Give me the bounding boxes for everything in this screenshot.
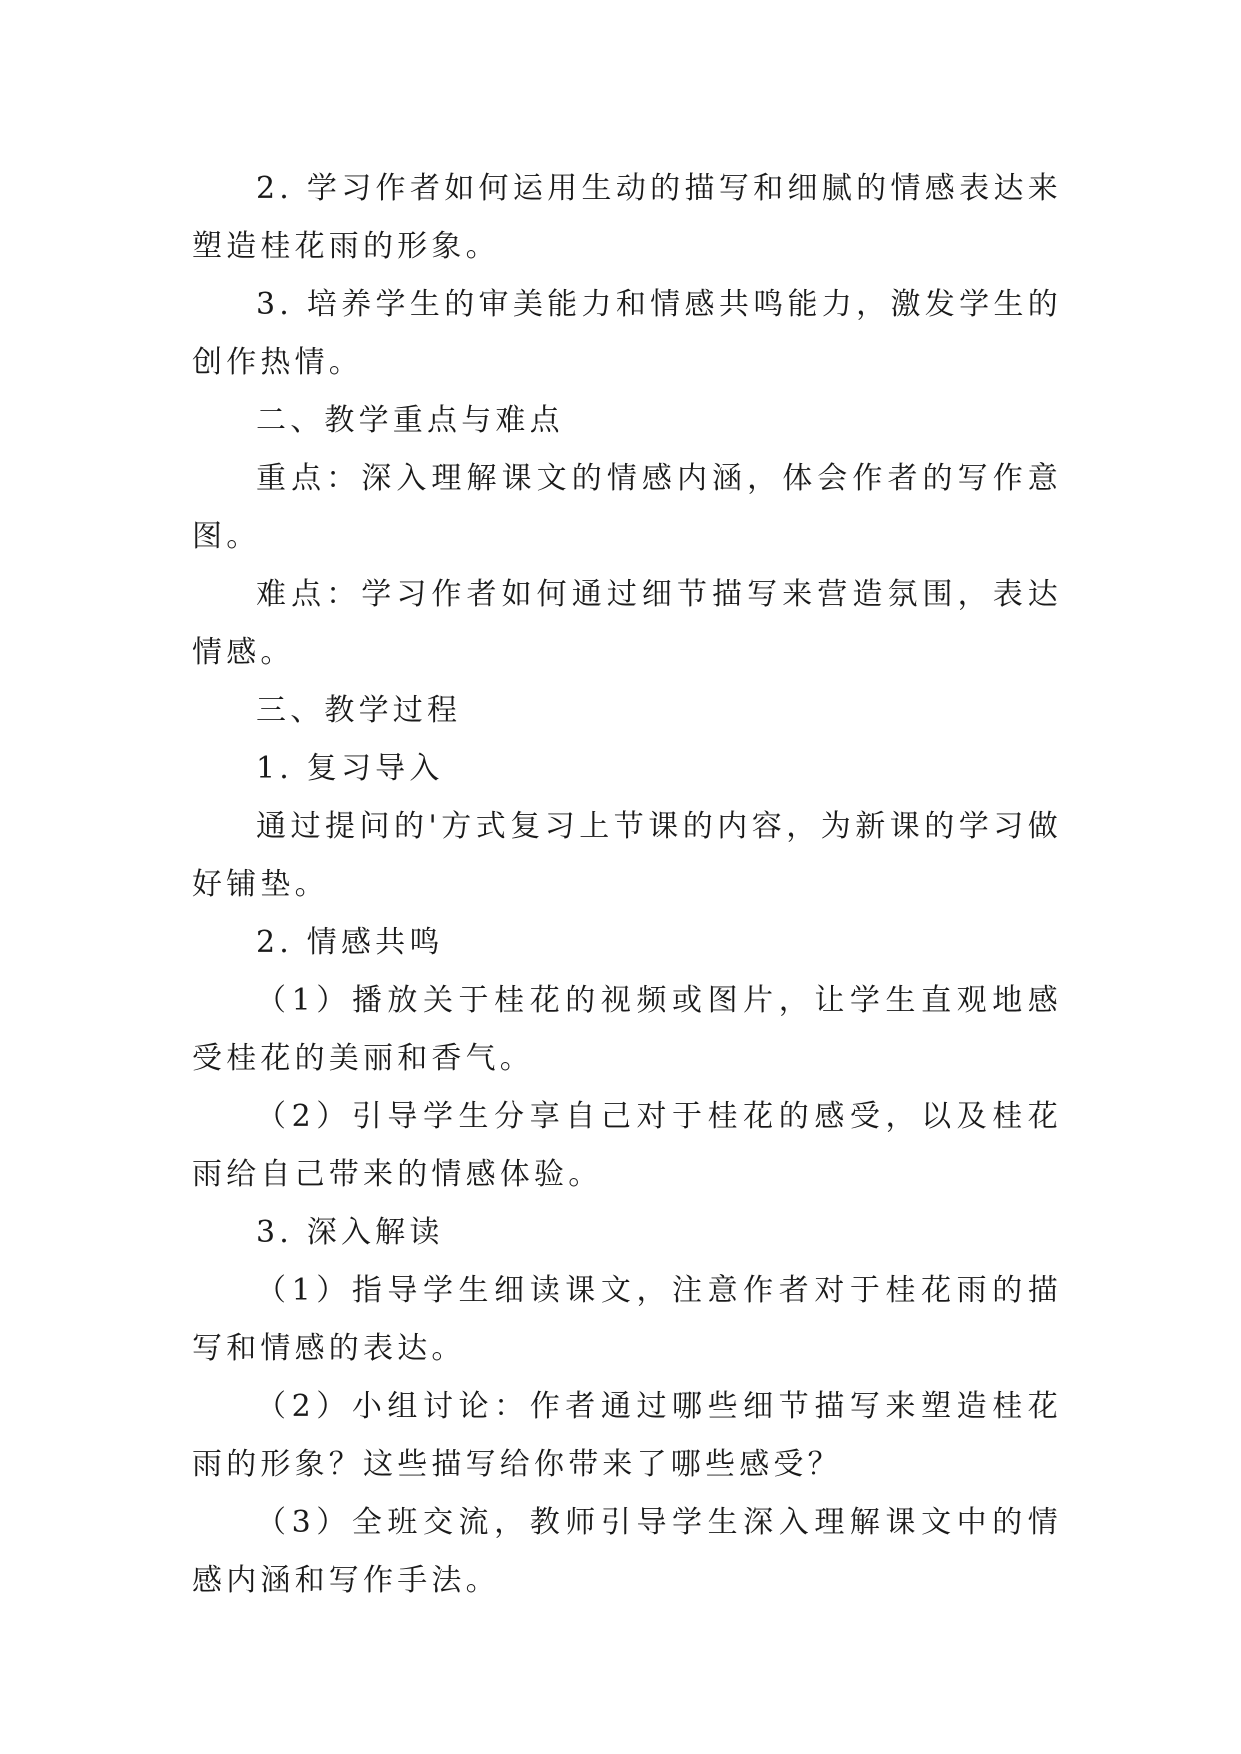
subheading-emotion: 2. 情感共鸣 <box>256 925 444 960</box>
paragraph-reading-3: （3）全班交流，教师引导学生深入理解课文中的情感内涵和写作手法。 <box>192 1505 1062 1598</box>
paragraph-emotion-1: （1）播放关于桂花的视频或图片，让学生直观地感受桂花的美丽和香气。 <box>192 983 1062 1076</box>
paragraph-difficulty: 难点：学习作者如何通过细节描写来营造氛围，表达情感。 <box>192 577 1062 670</box>
heading-key-points: 二、教学重点与难点 <box>256 403 564 438</box>
paragraph-reading-1: （1）指导学生细读课文，注意作者对于桂花雨的描写和情感的表达。 <box>192 1273 1062 1366</box>
paragraph-emotion-2: （2）引导学生分享自己对于桂花的感受，以及桂花雨给自己带来的情感体验。 <box>192 1099 1062 1192</box>
paragraph-key-point: 重点：深入理解课文的情感内涵，体会作者的写作意图。 <box>192 461 1062 554</box>
paragraph-review: 通过提问的'方式复习上节课的内容，为新课的学习做好铺垫。 <box>192 809 1062 902</box>
paragraph-objective-2: 2. 学习作者如何运用生动的描写和细腻的情感表达来塑造桂花雨的形象。 <box>192 171 1062 264</box>
subheading-reading: 3. 深入解读 <box>256 1215 444 1250</box>
subheading-review: 1. 复习导入 <box>256 751 444 786</box>
heading-teaching-process: 三、教学过程 <box>256 693 462 728</box>
paragraph-reading-2: （2）小组讨论：作者通过哪些细节描写来塑造桂花雨的形象？这些描写给你带来了哪些感受？ <box>192 1389 1062 1482</box>
paragraph-objective-3: 3. 培养学生的审美能力和情感共鸣能力，激发学生的创作热情。 <box>192 287 1062 380</box>
document-body <box>192 160 1062 1610</box>
